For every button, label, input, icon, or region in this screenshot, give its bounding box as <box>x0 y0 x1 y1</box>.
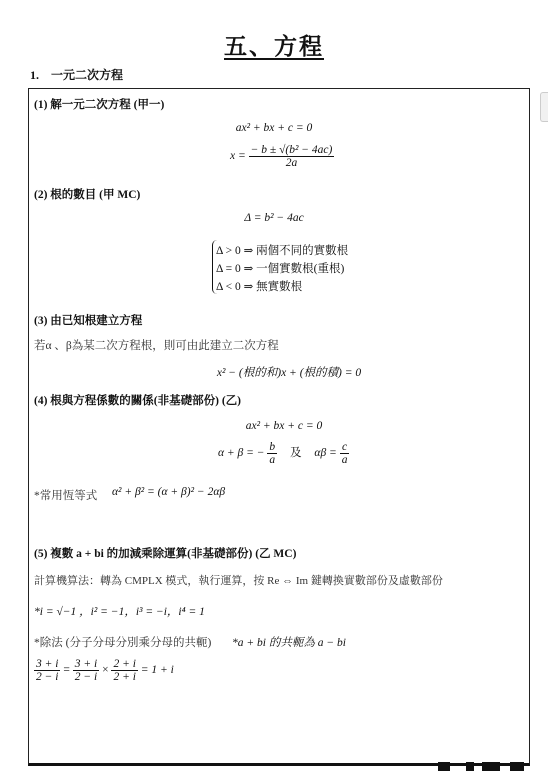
division-label: *除法 (分子分母分別乘分母的共軛) <box>34 637 212 649</box>
formula-fraction <box>249 144 335 169</box>
formula-numerator: − b ± √(b² − 4ac) <box>250 144 333 156</box>
general-quadratic-equation-2: ax² + bx + c = 0 <box>245 420 323 432</box>
identity-label: *常用恆等式 <box>34 490 98 502</box>
example-fraction-2 <box>73 658 99 683</box>
sum-denominator: a <box>269 454 276 466</box>
product-denominator: a <box>341 454 348 466</box>
formula-lhs: x = <box>230 150 246 163</box>
roots-text: 若α 、β為某二次方程根，則可由此建立二次方程 <box>34 340 279 352</box>
sum-lhs: α + β = − <box>218 447 265 460</box>
scan-mark <box>510 762 524 771</box>
powers-of-i: *i = √−1 ，i² = −1，i³ = −i，i⁴ = 1 <box>34 606 205 618</box>
example-numerator-2: 3 + i <box>74 658 98 670</box>
scan-mark <box>466 762 474 771</box>
quadratic-formula <box>230 144 334 169</box>
example-fraction-3 <box>111 658 137 683</box>
example-result: = 1 + i <box>140 664 174 677</box>
section-heading: 1. 一元二次方程 <box>30 68 124 82</box>
and-word: 及 <box>290 447 302 460</box>
sum-fraction <box>267 441 277 466</box>
product-numerator: c <box>340 441 350 454</box>
page-title: 五、方程 <box>224 34 324 59</box>
equation-from-roots: x² − (根的和)x + (根的積) = 0 <box>216 367 362 379</box>
calculator-method-text: 計算機算法：轉為 CMPLX 模式，執行運算，按 Re ⇔ Im 鍵轉換實數部份及虛數部份 <box>34 575 443 587</box>
example-fraction-1 <box>34 658 60 683</box>
subsection-1-heading: (1) 解一元二次方程 (甲一) <box>34 99 165 111</box>
example-equals: = <box>63 664 70 677</box>
subsection-4-heading: (4) 根與方程係數的關係(非基礎部份) (乙) <box>34 395 241 407</box>
discriminant-equation: Δ = b² − 4ac <box>244 212 304 224</box>
sum-numerator: b <box>269 441 276 453</box>
general-quadratic-equation: ax² + bx + c = 0 <box>235 122 313 134</box>
example-denominator-2: 2 − i <box>74 671 98 683</box>
conjugate-note: *a + bi 的共軛為 a − bi <box>232 637 346 649</box>
case-positive: Δ > 0 ⇒ 兩個不同的實數根 <box>216 245 349 257</box>
subsection-3-heading: (3) 由已知根建立方程 <box>34 315 143 327</box>
example-denominator-3: 2 + i <box>113 671 136 683</box>
case-zero: Δ = 0 ⇒ 一個實數根(重根) <box>216 263 345 275</box>
example-numerator-3: 2 + i <box>113 658 136 670</box>
product-fraction <box>340 441 350 466</box>
scan-mark <box>438 762 450 771</box>
example-times: × <box>102 664 109 677</box>
example-numerator-1: 3 + i <box>36 658 59 670</box>
common-identity: α² + β² = (α + β)² − 2αβ <box>112 486 226 498</box>
case-negative: Δ < 0 ⇒ 無實數根 <box>216 281 303 293</box>
sum-and-product-of-roots <box>218 441 349 466</box>
product-lhs: αβ = <box>314 447 337 460</box>
formula-denominator: 2a <box>285 157 298 169</box>
example-denominator-1: 2 − i <box>36 671 59 683</box>
subsection-5-heading: (5) 複數 a + bi 的加減乘除運算(非基礎部份) (乙 MC) <box>34 548 297 560</box>
scan-mark <box>482 762 500 771</box>
subsection-2-heading: (2) 根的數目 (甲 MC) <box>34 189 141 201</box>
division-example <box>34 658 174 683</box>
page-edge-marker <box>540 92 548 122</box>
